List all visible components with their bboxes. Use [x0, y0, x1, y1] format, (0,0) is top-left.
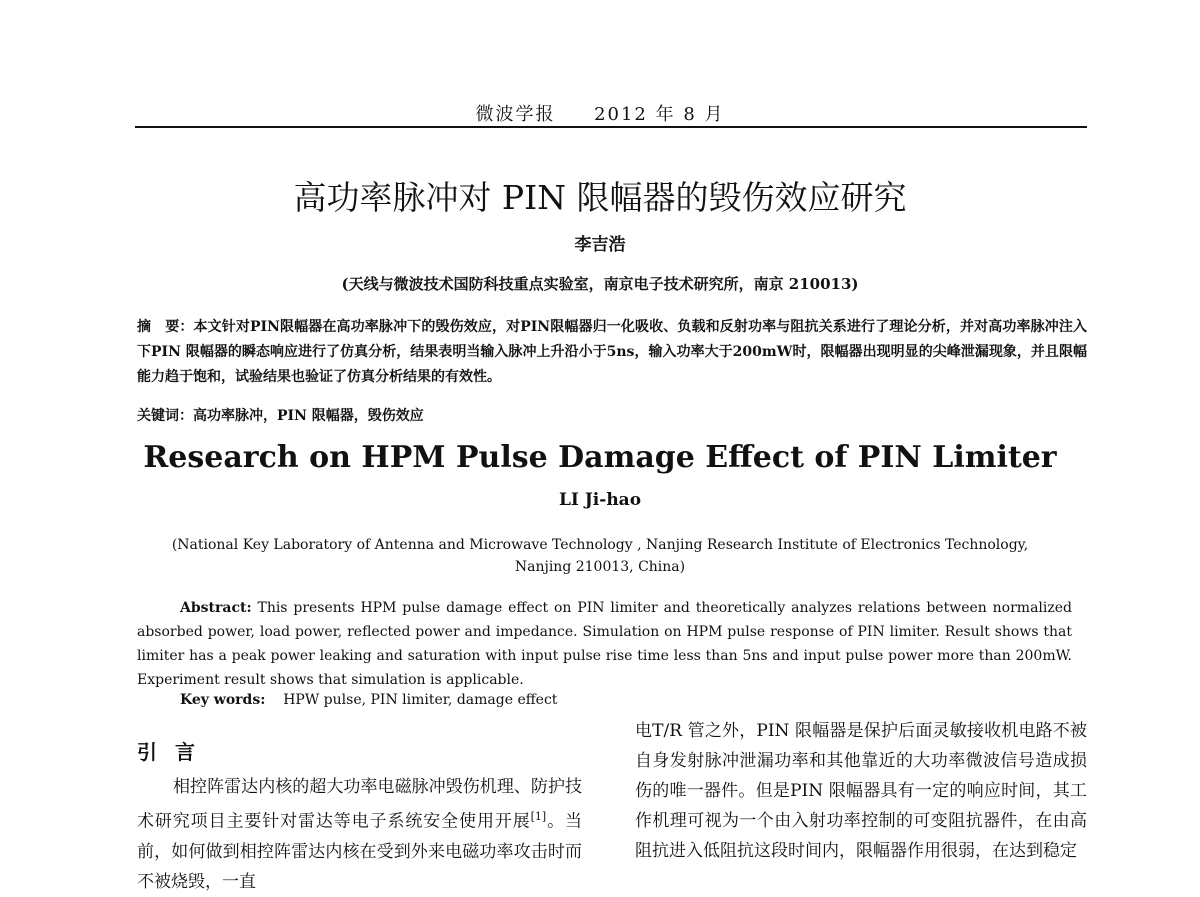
body-column-left: [137, 772, 582, 897]
affiliation-chinese: (天线与微波技术国防科技重点实验室，南京电子技术研究所，南京 210013): [341, 275, 859, 293]
author-english: LI Ji-hao: [558, 490, 642, 510]
issue-date: 2012 年 8 月: [594, 104, 725, 125]
keywords-english: [180, 692, 557, 708]
affiliation-english: (National Key Laboratory of Antenna and Microwave Technology , Nanjing Research Institute of Electronics Technology, Nanjing 210013, China): [171, 537, 1029, 575]
journal-name: 微波学报: [475, 104, 556, 125]
citation-ref: [1]: [530, 810, 547, 823]
running-header: [0, 100, 1200, 126]
abstract-text-english: This presents HPM pulse damage effect on PIN limiter and theoretically analyzes relations between normalized absorbed power, load power, reflected power and impedance. Simulation on HPM pulse response of PIN limiter. Result shows that limiter has a peak power leaking and saturation with input pulse rise time less than 5ns and input pulse power more than 200mW. Experiment result shows that simulation is applicable.: [137, 600, 1072, 688]
abstract-label-english: Abstract:: [180, 600, 252, 616]
abstract-text-chinese: 本文针对PIN限幅器在高功率脉冲下的毁伤效应，对PIN限幅器归一化吸收、负载和反射功率与阻抗关系进行了理论分析，并对高功率脉冲注入下PIN 限幅器的瞬态响应进行了仿真分析，结果表明当输入脉冲上升沿小于5ns，输入功率大于200mW时，限幅器出现明显的尖峰泄漏现象，并且限幅能力趋于饱和，试验结果也验证了仿真分析结果的有效性。: [137, 319, 1087, 385]
header-rule: [135, 126, 1087, 128]
section-heading-introduction: 引言: [137, 740, 213, 764]
keywords-label-english: Key words:: [180, 692, 266, 708]
keywords-text-chinese: 高功率脉冲，PIN 限幅器，毁伤效应: [193, 408, 424, 424]
title-chinese: 高功率脉冲对 PIN 限幅器的毁伤效应研究: [293, 178, 907, 217]
body-left-text-2: 。当前，如何做到相控阵雷达内核在受到外来电磁功率攻击时而不被烧毁，一直: [137, 811, 583, 892]
title-english: Research on HPM Pulse Damage Effect of PIN Limiter: [143, 440, 1057, 475]
author-chinese: 李吉浩: [574, 235, 626, 255]
body-left-text-1: 相控阵雷达内核的超大功率电磁脉冲毁伤机理、防护技术研究项目主要针对雷达等电子系统安全使用开展: [137, 777, 582, 832]
keywords-chinese: [137, 405, 1087, 425]
body-column-right: 电T/R 管之外，PIN 限幅器是保护后面灵敏接收机电路不被自身发射脉冲泄漏功率和其他靠近的大功率微波信号造成损伤的唯一器件。但是PIN 限幅器具有一定的响应时间，其工作机理可视为一个由入射功率控制的可变阻抗器件，在由高阻抗进入低阻抗这段时间内，限幅器作用很弱，在达到稳定: [635, 721, 1087, 861]
abstract-english: [137, 596, 1072, 692]
abstract-chinese: [137, 315, 1087, 390]
keywords-label-chinese: 关键词：: [137, 408, 193, 424]
keywords-text-english: HPW pulse, PIN limiter, damage effect: [283, 692, 558, 708]
abstract-label-chinese: 摘 要：: [137, 319, 194, 335]
